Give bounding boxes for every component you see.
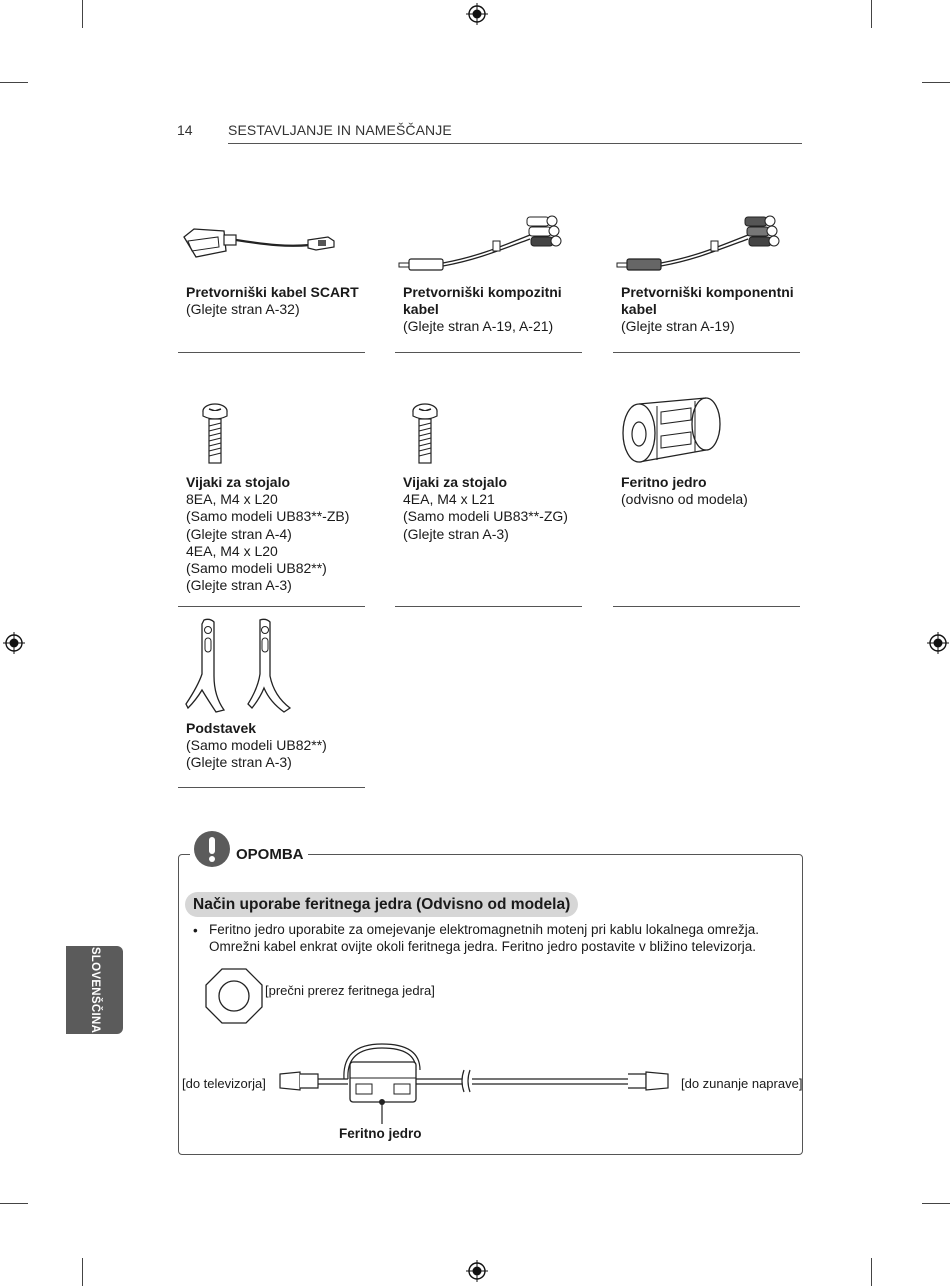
item-title: Feritno jedro	[621, 474, 707, 490]
item-line: 4EA, M4 x L20	[186, 542, 278, 559]
section-title: SESTAVLJANJE IN NAMEŠČANJE	[228, 122, 452, 138]
crop-mark	[82, 1258, 83, 1286]
item-line: (Glejte stran A-19)	[621, 318, 735, 335]
item-line: 4EA, M4 x L21	[403, 491, 495, 508]
item-title: kabel	[403, 301, 439, 318]
item-line: (Glejte stran A-3)	[186, 754, 292, 771]
item-rule	[395, 606, 582, 607]
item-title: Pretvorniški komponentni	[621, 284, 794, 300]
component-cable-icon	[613, 205, 800, 275]
item-rule	[178, 352, 365, 353]
item-line: (Samo modeli UB82**)	[186, 737, 327, 754]
item-rule	[178, 606, 365, 607]
item-line: 8EA, M4 x L20	[186, 491, 278, 508]
registration-mark-icon	[3, 632, 25, 654]
to-tv-label: [do televizorja]	[182, 1076, 266, 1091]
registration-mark-icon	[466, 3, 488, 25]
item-rule	[613, 352, 800, 353]
item-rule	[178, 787, 365, 788]
language-tab-label: SLOVENŠČINA	[88, 946, 101, 1034]
crop-mark	[82, 0, 83, 28]
screw-icon	[200, 402, 230, 466]
item-text	[186, 284, 359, 318]
note-title: OPOMBA	[236, 846, 304, 863]
item-rule	[613, 606, 800, 607]
item-line: (Glejte stran A-32)	[186, 301, 300, 318]
item-line: (Glejte stran A-19, A-21)	[403, 318, 554, 335]
stand-base-icon	[184, 616, 294, 716]
item-title: Podstavek	[186, 720, 257, 736]
crop-mark	[0, 1203, 28, 1204]
item-text	[621, 284, 794, 336]
item-text	[403, 284, 562, 336]
item-text	[186, 720, 327, 772]
ferrite-core-label: Feritno jedro	[339, 1126, 422, 1141]
crop-mark	[871, 0, 872, 28]
crop-mark	[922, 82, 950, 83]
item-line: (Glejte stran A-4)	[186, 525, 292, 542]
item-rule	[395, 352, 582, 353]
to-device-label: [do zunanje naprave]	[681, 1076, 803, 1091]
crop-mark	[0, 82, 28, 83]
item-title: kabel	[621, 301, 657, 318]
page-number: 14	[177, 122, 193, 138]
item-title: Pretvorniški kabel SCART	[186, 284, 359, 300]
item-line: (Samo modeli UB82**)	[186, 560, 327, 577]
language-tab	[66, 946, 123, 1034]
bullet-text-line: Omrežni kabel enkrat ovijte okoli feritnega jedra. Feritno jedro postavite v bližino televizorja.	[209, 939, 757, 954]
scart-cable-icon	[178, 215, 365, 275]
crop-mark	[871, 1258, 872, 1286]
screw-icon	[410, 402, 440, 466]
exclamation-icon	[193, 830, 231, 868]
header-rule	[228, 143, 802, 144]
item-line: (Samo modeli UB83**-ZG)	[403, 508, 568, 525]
item-line: (Glejte stran A-3)	[403, 525, 509, 542]
item-line: (Samo modeli UB83**-ZB)	[186, 508, 350, 525]
registration-mark-icon	[466, 1260, 488, 1282]
crop-mark	[922, 1203, 950, 1204]
composite-cable-icon	[395, 205, 582, 275]
lan-cable-diagram	[270, 1040, 680, 1140]
item-title: Vijaki za stojalo	[403, 474, 508, 490]
ferrite-core-icon	[621, 394, 726, 466]
item-text	[186, 474, 349, 594]
item-text	[403, 474, 568, 543]
item-line: (Glejte stran A-3)	[186, 577, 292, 594]
bullet-text-line: Feritno jedro uporabite za omejevanje elektromagnetnih motenj pri kablu lokalnega omrežja.	[209, 922, 760, 937]
item-text	[621, 474, 748, 508]
item-title: Pretvorniški kompozitni	[403, 284, 562, 300]
cross-section-label: [prečni prerez feritnega jedra]	[265, 983, 435, 998]
bullet-dot: •	[193, 923, 198, 938]
item-title: Vijaki za stojalo	[186, 474, 291, 490]
note-subheading: Način uporabe feritnega jedra (Odvisno od modela)	[185, 892, 578, 917]
registration-mark-icon	[927, 632, 949, 654]
item-line: (odvisno od modela)	[621, 491, 748, 508]
ferrite-cross-section-icon	[205, 968, 263, 1024]
